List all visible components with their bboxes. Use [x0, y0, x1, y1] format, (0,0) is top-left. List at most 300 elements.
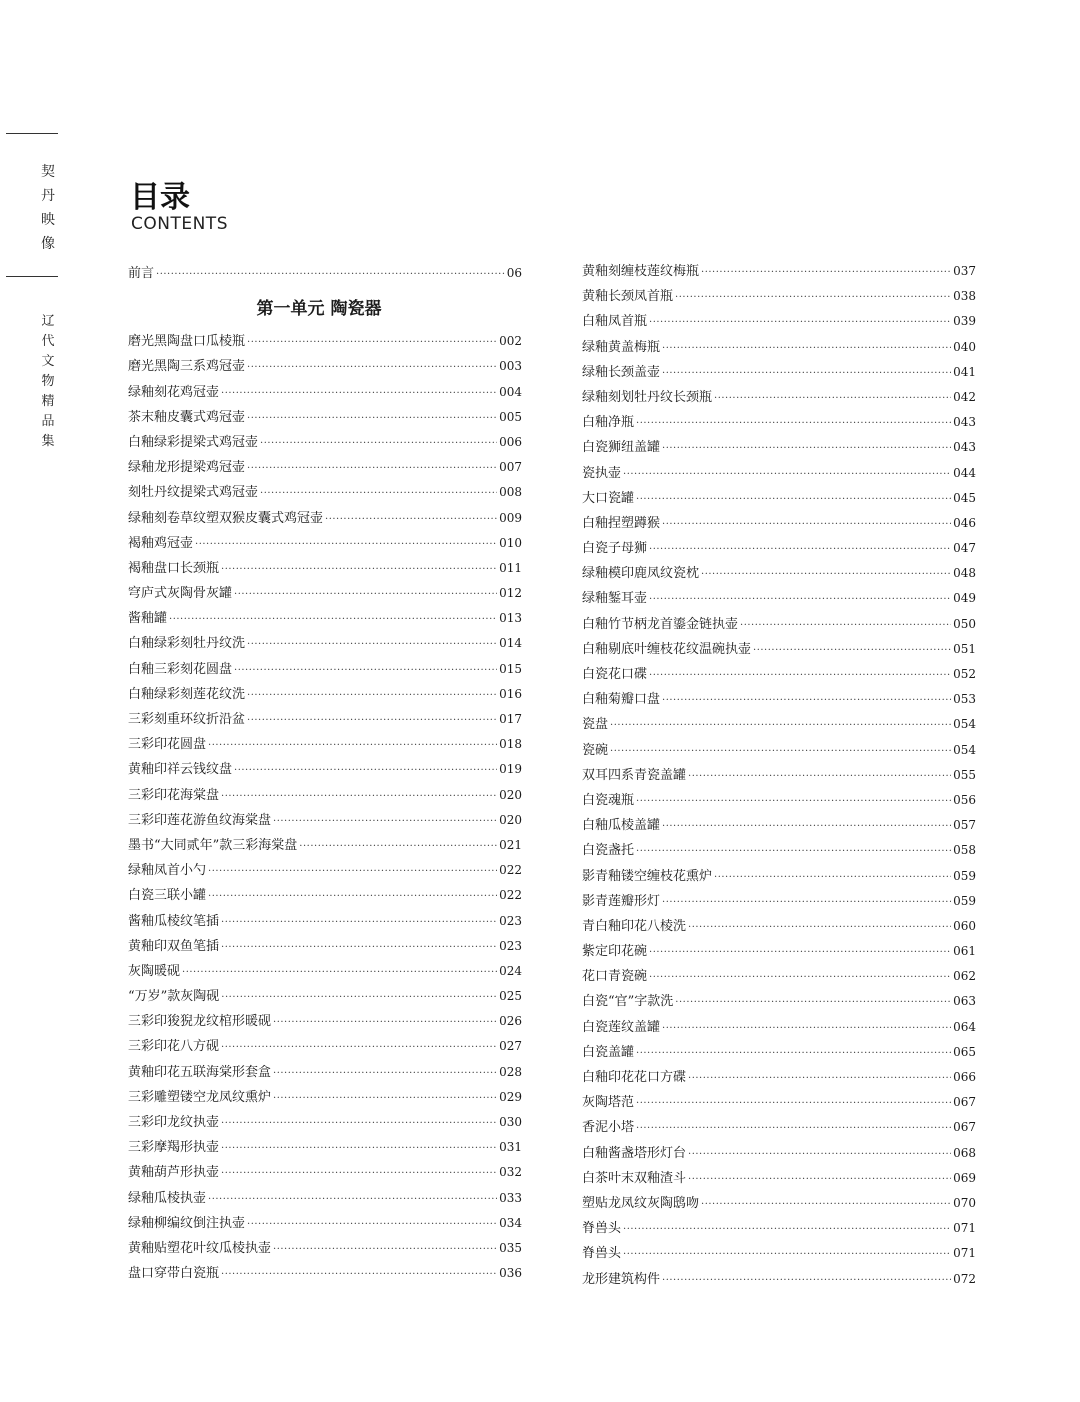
- toc-entry-label: 脊兽头: [582, 1221, 622, 1237]
- leader-dots: [662, 814, 951, 839]
- leader-dots: [273, 1061, 497, 1086]
- toc-entry-label: 白瓷花口碟: [582, 667, 648, 682]
- toc-entry-label: 白瓷三联小罐: [128, 888, 207, 904]
- toc-entry-page: 033: [499, 1190, 522, 1205]
- leader-dots: [208, 859, 497, 884]
- toc-entry-page: 038: [953, 289, 976, 304]
- toc-entry[interactable]: [582, 964, 976, 989]
- toc-entry[interactable]: [582, 612, 976, 637]
- leader-dots: [610, 739, 951, 764]
- page-subtitle: CONTENTS: [131, 214, 228, 234]
- toc-entry-page: 067: [953, 1120, 976, 1135]
- toc-entry[interactable]: [128, 1034, 522, 1059]
- toc-entry[interactable]: [582, 486, 976, 511]
- toc-entry-page: 023: [499, 938, 522, 953]
- toc-entry[interactable]: [582, 788, 976, 813]
- toc-entry-page: 045: [953, 490, 976, 505]
- toc-entry-page: 057: [953, 818, 976, 833]
- toc-entry[interactable]: [128, 1186, 522, 1211]
- leader-dots: [247, 1212, 497, 1237]
- toc-entry[interactable]: [582, 889, 976, 914]
- toc-entry-page: 021: [499, 837, 522, 852]
- toc-entry-label: 白瓷“官”字款洗: [582, 994, 674, 1010]
- toc-entry[interactable]: [128, 1261, 522, 1286]
- toc-entry[interactable]: [582, 662, 976, 687]
- toc-entry-label: 酱釉罐: [128, 611, 168, 627]
- unit-heading: 第一单元 陶瓷器: [256, 299, 382, 320]
- toc-entry-page: 014: [499, 636, 522, 651]
- toc-entry[interactable]: [582, 914, 976, 939]
- toc-entry-label: 白釉印花花口方碟: [582, 1070, 687, 1085]
- toc-entry-page: 048: [953, 566, 976, 581]
- toc-entry-label: 紫定印花碗: [582, 944, 648, 960]
- leader-dots: [662, 890, 951, 915]
- leader-dots: [623, 1217, 951, 1242]
- toc-entry-page: 046: [953, 515, 976, 530]
- toc-entry[interactable]: [582, 309, 976, 334]
- leader-dots: [221, 910, 497, 935]
- toc-entry-page: 069: [953, 1170, 976, 1185]
- toc-entry-label: 绿釉凤首小勺: [128, 863, 207, 879]
- toc-entry-page: 052: [953, 667, 976, 681]
- leader-dots: [234, 758, 497, 783]
- toc-entry-label: 三彩印莲花游鱼纹海棠盘: [128, 812, 272, 828]
- leader-dots: [247, 330, 497, 355]
- leader-dots: [273, 1237, 497, 1262]
- toc-entry-page: 060: [953, 918, 976, 933]
- toc-entry[interactable]: [582, 536, 976, 561]
- leader-dots: [221, 784, 497, 809]
- toc-entry-page: 028: [499, 1064, 522, 1079]
- toc-entry[interactable]: [128, 556, 522, 581]
- toc-entry[interactable]: [128, 329, 522, 354]
- leader-dots: [221, 1161, 497, 1186]
- toc-entry[interactable]: [128, 858, 522, 883]
- leader-dots: [636, 1116, 951, 1141]
- toc-entry-page: 032: [499, 1165, 522, 1180]
- toc-entry[interactable]: [128, 1160, 522, 1185]
- toc-entry-page: 020: [499, 787, 522, 802]
- toc-entry-label: 三彩刻重环纹折沿盆: [128, 712, 246, 727]
- toc-entry-page: 003: [499, 359, 522, 374]
- toc-entry-label: 白釉净瓶: [582, 415, 635, 431]
- toc-entry-page: 063: [953, 994, 976, 1009]
- toc-entry[interactable]: [582, 410, 976, 435]
- toc-entry[interactable]: [582, 1241, 976, 1266]
- toc-entry-page: 056: [953, 792, 976, 807]
- toc-entry[interactable]: [128, 833, 522, 858]
- toc-entry-page: 050: [953, 616, 976, 631]
- leader-dots: [221, 935, 497, 960]
- toc-entry[interactable]: [128, 934, 522, 959]
- toc-entry-page: 070: [953, 1195, 976, 1210]
- toc-entry[interactable]: [128, 480, 522, 505]
- toc-entry[interactable]: [582, 1115, 976, 1140]
- toc-entry-page: 042: [953, 389, 976, 404]
- toc-entry-label: 黄釉印祥云钱纹盘: [128, 762, 233, 778]
- toc-entry-label: 白瓷莲纹盖罐: [582, 1019, 661, 1035]
- toc-entry-page: 071: [953, 1221, 976, 1236]
- leader-dots: [221, 557, 497, 582]
- toc-entry[interactable]: [128, 883, 522, 908]
- leader-dots: [260, 481, 497, 506]
- toc-entry-page: 051: [953, 641, 976, 656]
- toc-entry-page: 054: [953, 742, 976, 757]
- toc-right-list: [582, 259, 976, 1292]
- leader-dots: [234, 658, 497, 683]
- leader-dots: [299, 834, 497, 859]
- toc-entry-label: 前言: [128, 266, 155, 281]
- toc-entry-page: 034: [499, 1215, 522, 1230]
- toc-entry-page: 007: [499, 460, 522, 475]
- leader-dots: [636, 789, 951, 814]
- toc-entry-page: 020: [499, 812, 522, 827]
- leader-dots: [247, 355, 497, 380]
- toc-entry-page: 044: [953, 465, 976, 480]
- toc-entry-preface[interactable]: [128, 261, 522, 286]
- toc-entry-page: 027: [499, 1039, 522, 1054]
- toc-entry[interactable]: [128, 783, 522, 808]
- toc-right-column: [582, 259, 976, 1292]
- leader-dots: [247, 456, 497, 481]
- sidebar-book-title: 契丹映像: [41, 164, 55, 252]
- leader-dots: [273, 1010, 497, 1035]
- toc-entry[interactable]: [128, 1060, 522, 1085]
- toc-entry[interactable]: [582, 1065, 976, 1090]
- toc-entry[interactable]: [582, 1267, 976, 1292]
- toc-entry-page: 004: [499, 384, 522, 399]
- toc-entry-label: 酱釉瓜棱纹笔插: [128, 913, 220, 929]
- toc-entry-label: 白釉剔底叶缠枝花纹温碗执壶: [582, 641, 752, 657]
- toc-entry[interactable]: [582, 259, 976, 284]
- toc-entry-page: 002: [499, 334, 522, 349]
- leader-dots: [675, 285, 951, 310]
- leader-dots: [636, 1041, 951, 1066]
- leader-dots: [325, 507, 497, 532]
- toc-entry-page: 043: [953, 415, 976, 430]
- leader-dots: [247, 683, 497, 708]
- toc-entry-page: 049: [953, 591, 976, 606]
- toc-entry-page: 013: [499, 611, 522, 626]
- leader-dots: [208, 733, 497, 758]
- toc-entry[interactable]: [582, 687, 976, 712]
- leader-dots: [701, 260, 951, 285]
- toc-entry[interactable]: [128, 1236, 522, 1261]
- toc-entry[interactable]: [582, 864, 976, 889]
- toc-entry-page: 031: [499, 1140, 522, 1155]
- toc-entry-label: 黄釉长颈凤首瓶: [582, 289, 674, 305]
- toc-entry[interactable]: [128, 430, 522, 455]
- toc-entry[interactable]: [128, 405, 522, 430]
- toc-entry[interactable]: [582, 284, 976, 309]
- toc-entry-label: 三彩印花八方砚: [128, 1039, 220, 1055]
- leader-dots: [221, 985, 497, 1010]
- toc-entry[interactable]: [582, 1216, 976, 1241]
- toc-entry[interactable]: [128, 506, 522, 531]
- toc-entry-label: 褐釉盘口长颈瓶: [128, 560, 220, 576]
- toc-entry-label: 白茶叶末双釉渣斗: [582, 1170, 687, 1186]
- leader-dots: [636, 1091, 951, 1116]
- toc-entry[interactable]: [582, 939, 976, 964]
- toc-entry-page: 055: [953, 767, 976, 782]
- toc-entry[interactable]: [128, 1110, 522, 1135]
- toc-entry-label: 白釉绿彩提梁式鸡冠壶: [128, 434, 259, 450]
- toc-entry[interactable]: [128, 757, 522, 782]
- leader-dots: [688, 1066, 951, 1091]
- toc-entry[interactable]: [128, 732, 522, 757]
- toc-entry[interactable]: [128, 1211, 522, 1236]
- toc-entry-label: 白釉绿彩刻牡丹纹洗: [128, 636, 246, 652]
- toc-entry[interactable]: [582, 637, 976, 662]
- toc-entry[interactable]: [582, 838, 976, 863]
- toc-entry-page: 059: [953, 868, 976, 883]
- toc-entry-page: 025: [499, 989, 522, 1004]
- toc-entry-page: 043: [953, 440, 976, 455]
- toc-entry[interactable]: [582, 511, 976, 536]
- toc-entry-label: 塑贴龙凤纹灰陶鸱吻: [582, 1195, 700, 1211]
- leader-dots: [247, 708, 497, 733]
- toc-entry-label: 三彩印狻猊龙纹棺形暖砚: [128, 1014, 272, 1030]
- leader-dots: [221, 381, 497, 406]
- leader-dots: [260, 431, 497, 456]
- toc-entry-label: 大口瓷罐: [582, 490, 635, 506]
- toc-entry[interactable]: [128, 682, 522, 707]
- toc-entry-page: 011: [499, 560, 522, 575]
- toc-entry-page: 047: [953, 541, 976, 556]
- toc-entry-page: 022: [499, 888, 522, 903]
- page-title: 目录: [130, 180, 190, 215]
- toc-entry-page: 071: [953, 1246, 976, 1261]
- toc-entry-label: 影青莲瓣形灯: [582, 893, 661, 909]
- toc-entry-label: 白釉三彩刻花圆盘: [128, 661, 233, 677]
- toc-entry[interactable]: [128, 1085, 522, 1110]
- toc-entry-page: 059: [953, 893, 976, 908]
- toc-entry-label: 绿釉龙形提梁鸡冠壶: [128, 460, 246, 476]
- toc-entry-label: 瓷碗: [582, 742, 609, 758]
- toc-entry-label: 黄釉印花五联海棠形套盒: [128, 1064, 272, 1080]
- leader-dots: [662, 336, 951, 361]
- leader-dots: [182, 960, 497, 985]
- leader-dots: [675, 990, 951, 1015]
- toc-entry[interactable]: [128, 657, 522, 682]
- toc-entry-label: 影青釉镂空缠枝花熏炉: [582, 868, 713, 884]
- toc-entry-page: 029: [499, 1089, 522, 1104]
- toc-entry-page: 067: [953, 1095, 976, 1110]
- leader-dots: [234, 582, 497, 607]
- toc-entry-page: 06: [506, 266, 522, 280]
- toc-entry[interactable]: [582, 435, 976, 460]
- toc-entry-page: 065: [953, 1044, 976, 1059]
- toc-entry[interactable]: [128, 531, 522, 556]
- toc-entry[interactable]: [582, 813, 976, 838]
- toc-entry-label: 绿釉瓜棱执壶: [128, 1190, 207, 1206]
- toc-entry-label: 白釉瓜棱盖罐: [582, 818, 661, 834]
- toc-entry[interactable]: [128, 707, 522, 732]
- leader-dots: [649, 310, 951, 335]
- toc-entry[interactable]: [128, 606, 522, 631]
- toc-entry-label: 三彩印龙纹执壶: [128, 1115, 220, 1130]
- toc-entry[interactable]: [582, 461, 976, 486]
- toc-entry-label: 墨书“大同贰年”款三彩海棠盘: [128, 837, 298, 853]
- toc-entry-page: 066: [953, 1070, 976, 1084]
- toc-entry-page: 023: [499, 913, 522, 928]
- toc-entry-label: 三彩摩羯形执壶: [128, 1140, 220, 1156]
- toc-entry[interactable]: [128, 959, 522, 984]
- leader-dots: [688, 915, 951, 940]
- toc-entry-page: 068: [953, 1145, 976, 1160]
- toc-entry-label: 白釉菊瓣口盘: [582, 692, 661, 708]
- toc-entry-page: 016: [499, 686, 522, 701]
- toc-entry-label: 白瓷盏托: [582, 843, 635, 859]
- toc-entry[interactable]: [128, 455, 522, 480]
- toc-entry[interactable]: [582, 1141, 976, 1166]
- toc-entry-label: 绿釉长颈盖壶: [582, 364, 661, 380]
- leader-dots: [208, 1187, 497, 1212]
- toc-entry-label: 绿釉黄盖梅瓶: [582, 339, 661, 355]
- leader-dots: [156, 262, 505, 287]
- toc-entry[interactable]: [582, 1015, 976, 1040]
- toc-entry-label: 白釉绿彩刻莲花纹洗: [128, 686, 246, 702]
- toc-entry-label: 绿釉刻花鸡冠壶: [128, 384, 220, 400]
- toc-entry[interactable]: [582, 712, 976, 737]
- toc-entry[interactable]: [582, 1090, 976, 1115]
- toc-entry[interactable]: [128, 1135, 522, 1160]
- toc-entry-label: 灰陶塔范: [582, 1095, 635, 1111]
- toc-entry[interactable]: [582, 763, 976, 788]
- toc-entry-page: 041: [953, 364, 976, 379]
- toc-entry-page: 012: [499, 586, 522, 601]
- toc-entry-page: 054: [953, 717, 976, 732]
- toc-entry[interactable]: [582, 360, 976, 385]
- toc-entry-page: 026: [499, 1014, 522, 1029]
- toc-entry[interactable]: [582, 1040, 976, 1065]
- toc-entry-label: 黄釉刻缠枝莲纹梅瓶: [582, 264, 700, 279]
- toc-entry-label: 青白釉印花八棱洗: [582, 918, 687, 934]
- sidebar-series-title: 辽代文物精品集: [41, 314, 55, 449]
- toc-entry-label: 白釉凤首瓶: [582, 314, 648, 330]
- sidebar-middle-rule: [6, 276, 58, 277]
- toc-entry[interactable]: [582, 561, 976, 586]
- leader-dots: [662, 1016, 951, 1041]
- toc-entry-page: 039: [953, 314, 976, 329]
- leader-dots: [662, 436, 951, 461]
- toc-entry-page: 040: [953, 339, 976, 354]
- toc-entry[interactable]: [128, 984, 522, 1009]
- sidebar-top-rule: [6, 133, 58, 134]
- leader-dots: [623, 462, 951, 487]
- toc-entry[interactable]: [582, 1166, 976, 1191]
- toc-entry[interactable]: [128, 631, 522, 656]
- leader-dots: [247, 632, 497, 657]
- leader-dots: [662, 512, 951, 537]
- toc-entry-page: 030: [499, 1115, 522, 1129]
- leader-dots: [221, 1035, 497, 1060]
- leader-dots: [649, 940, 951, 965]
- leader-dots: [701, 1192, 951, 1217]
- toc-entry-label: 刻牡丹纹提梁式鸡冠壶: [128, 485, 259, 501]
- toc-entry[interactable]: [128, 354, 522, 379]
- toc-entry[interactable]: [128, 581, 522, 606]
- toc-entry-label: 绿釉錾耳壶: [582, 591, 648, 607]
- toc-entry[interactable]: [128, 380, 522, 405]
- toc-entry-label: 花口青瓷碗: [582, 969, 648, 985]
- leader-dots: [610, 713, 951, 738]
- toc-left-column: [128, 261, 522, 1286]
- toc-entry-label: 白釉竹节柄龙首鎏金链执壶: [582, 616, 739, 632]
- toc-entry-page: 018: [499, 737, 522, 752]
- toc-entry[interactable]: [128, 808, 522, 833]
- leader-dots: [247, 406, 497, 431]
- toc-entry-label: 白瓷盖罐: [582, 1044, 635, 1060]
- leader-dots: [636, 839, 951, 864]
- leader-dots: [714, 865, 951, 890]
- toc-entry[interactable]: [582, 989, 976, 1014]
- leader-dots: [688, 1142, 951, 1167]
- toc-entry-label: 灰陶暖砚: [128, 963, 181, 979]
- toc-entry[interactable]: [582, 586, 976, 611]
- toc-entry-page: 072: [953, 1271, 976, 1286]
- leader-dots: [636, 411, 951, 436]
- toc-entry-label: 绿釉刻卷草纹塑双猴皮囊式鸡冠壶: [128, 510, 324, 526]
- toc-entry-page: 053: [953, 692, 976, 707]
- toc-entry-label: 白瓷狮纽盖罐: [582, 440, 661, 456]
- leader-dots: [649, 663, 951, 688]
- toc-entry-label: 龙形建筑构件: [582, 1271, 661, 1287]
- toc-entry-page: 024: [499, 963, 522, 978]
- toc-entry-page: 022: [499, 863, 522, 878]
- toc-entry-label: 穹庐式灰陶骨灰罐: [128, 586, 233, 602]
- toc-entry-label: 绿釉刻划牡丹纹长颈瓶: [582, 389, 713, 405]
- leader-dots: [273, 1086, 497, 1111]
- leader-dots: [169, 607, 497, 632]
- toc-entry[interactable]: [582, 738, 976, 763]
- toc-entry-label: 三彩印花海棠盘: [128, 787, 220, 803]
- toc-entry-page: 037: [953, 264, 976, 278]
- toc-entry-page: 036: [499, 1266, 522, 1281]
- toc-entry-label: 瓷盘: [582, 717, 609, 733]
- leader-dots: [740, 613, 951, 638]
- toc-entry-page: 017: [499, 712, 522, 726]
- toc-entry-page: 064: [953, 1019, 976, 1034]
- leader-dots: [195, 532, 497, 557]
- leader-dots: [688, 1167, 951, 1192]
- toc-entry-page: 005: [499, 409, 522, 424]
- toc-entry-page: 035: [499, 1240, 522, 1255]
- toc-entry[interactable]: [128, 909, 522, 934]
- leader-dots: [649, 965, 951, 990]
- toc-entry[interactable]: [582, 385, 976, 410]
- toc-entry-label: 双耳四系青瓷盖罐: [582, 767, 687, 783]
- leader-dots: [208, 884, 497, 909]
- toc-entry-page: 006: [499, 434, 522, 449]
- toc-entry-page: 058: [953, 843, 976, 858]
- toc-entry-page: 010: [499, 535, 522, 550]
- toc-entry-label: 黄釉葫芦形执壶: [128, 1165, 220, 1181]
- leader-dots: [662, 688, 951, 713]
- toc-entry[interactable]: [582, 335, 976, 360]
- toc-entry[interactable]: [128, 1009, 522, 1034]
- toc-entry-label: 香泥小塔: [582, 1120, 635, 1136]
- toc-entry-label: 黄釉贴塑花叶纹瓜棱执壶: [128, 1240, 272, 1256]
- toc-entry-label: 茶末釉皮囊式鸡冠壶: [128, 409, 246, 425]
- leader-dots: [221, 1111, 497, 1136]
- leader-dots: [273, 809, 497, 834]
- toc-entry-label: 白瓷子母狮: [582, 541, 648, 557]
- toc-entry-label: 绿釉模印鹿凤纹瓷枕: [582, 566, 700, 582]
- toc-entry[interactable]: [582, 1191, 976, 1216]
- leader-dots: [662, 361, 951, 386]
- leader-dots: [753, 638, 951, 663]
